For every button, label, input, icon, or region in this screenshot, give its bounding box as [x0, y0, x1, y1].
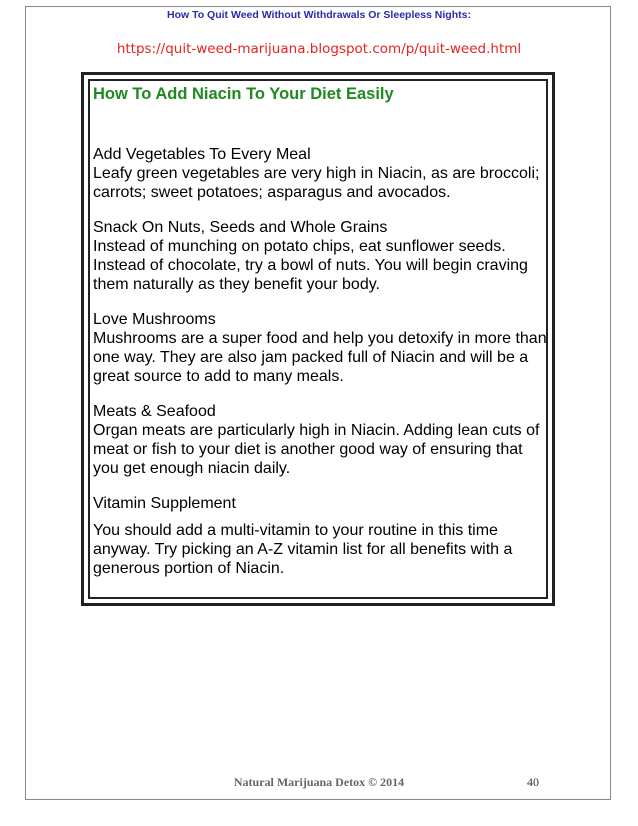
section-vegetables	[93, 145, 548, 202]
section-body: Mushrooms are a super food and help you detoxify in more than one way. They are also jam packed full of Niacin and will be a great source to add to many meals.	[93, 330, 547, 385]
box-title: How To Add Niacin To Your Diet Easily	[93, 85, 394, 103]
section-heading: Add Vegetables To Every Meal	[93, 146, 311, 163]
section-body: Leafy green vegetables are very high in Niacin, as are broccoli; carrots; sweet potatoes; asparagus and avocados.	[93, 165, 540, 201]
section-vitamin-supplement	[93, 494, 548, 578]
section-mushrooms	[93, 310, 548, 386]
content-area	[93, 85, 548, 594]
section-heading: Love Mushrooms	[93, 311, 216, 328]
footer-copyright: Natural Marijuana Detox © 2014	[233, 775, 405, 789]
page-number: 40	[527, 775, 539, 789]
header-title: How To Quit Weed Without Withdrawals Or Sleepless Nights:	[167, 9, 471, 21]
section-body: Instead of munching on potato chips, eat sunflower seeds. Instead of chocolate, try a bowl of nuts. You will begin craving them naturally as they benefit your body.	[93, 238, 528, 293]
section-heading: Meats & Seafood	[93, 403, 216, 420]
section-body: Organ meats are particularly high in Niacin. Adding lean cuts of meat or fish to your diet is another good way of ensuring that you get enough niacin daily.	[93, 422, 540, 477]
section-body: You should add a multi-vitamin to your routine in this time anyway. Try picking an A-Z vitamin list for all benefits with a generous portion of Niacin.	[93, 522, 513, 577]
section-heading: Snack On Nuts, Seeds and Whole Grains	[93, 219, 388, 236]
header-url-link[interactable]: https://quit-weed-marijuana.blogspot.com/p/quit-weed.html	[116, 41, 522, 57]
section-meats-seafood	[93, 402, 548, 478]
section-heading: Vitamin Supplement	[93, 495, 236, 512]
section-nuts-seeds	[93, 218, 548, 294]
